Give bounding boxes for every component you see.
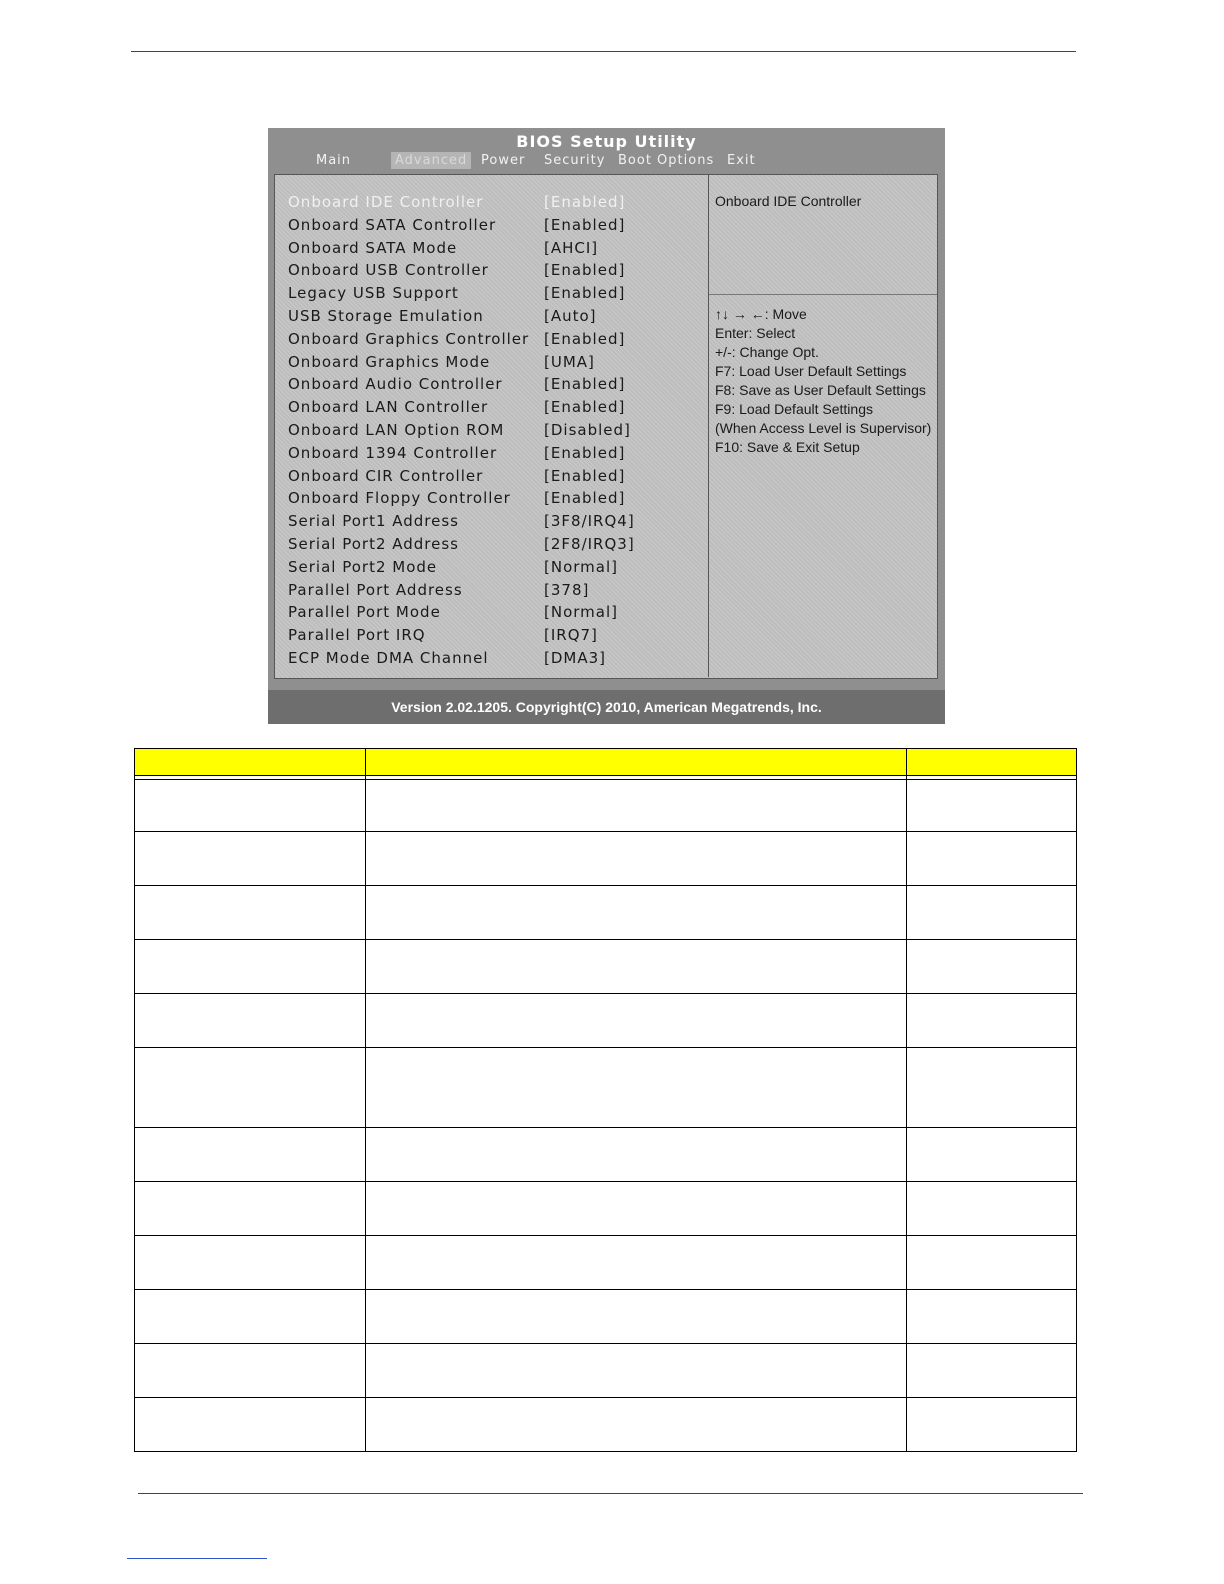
table-cell [907,1344,1077,1398]
setting-legacy-usb-support[interactable] [288,284,708,306]
panel-divider [708,175,709,677]
setting-onboard-audio-controller[interactable] [288,375,708,397]
setting-label: USB Storage Emulation [288,307,484,325]
table-row [135,1236,1077,1290]
setting-value[interactable]: [Enabled] [544,375,626,394]
settings-table [134,748,1077,1452]
key-f8: F8: Save as User Default Settings [715,382,926,398]
table-row [135,1290,1077,1344]
table-cell [907,940,1077,994]
setting-label: Onboard Graphics Mode [288,352,491,371]
setting-label: Onboard CIR Controller [288,466,484,485]
key-f9: F9: Load Default Settings [715,401,873,417]
table-cell [907,1236,1077,1290]
key-move: ↑↓ → ←: Move [715,306,807,322]
setting-label: Onboard SATA Mode [288,238,458,257]
table-cell [907,1128,1077,1182]
setting-value[interactable]: [3F8/IRQ4] [544,512,635,531]
footer-link-underline[interactable] [127,1558,267,1559]
table-cell [135,1128,366,1182]
setting-label: Onboard LAN Controller [288,398,489,417]
table-cell [907,832,1077,886]
menu-security[interactable]: Security [544,153,606,168]
table-row [135,994,1077,1048]
setting-value[interactable]: [Enabled] [544,443,626,462]
table-header-cell [365,749,906,776]
menu-exit[interactable]: Exit [727,153,756,168]
table-cell [907,780,1077,832]
setting-onboard-ide-controller[interactable] [288,193,708,215]
setting-onboard-lan-option-rom[interactable] [288,421,708,443]
key-f7: F7: Load User Default Settings [715,363,907,379]
key-change-opt: +/-: Change Opt. [715,344,819,360]
setting-onboard-cir-controller[interactable] [288,467,708,489]
setting-value[interactable]: [Auto] [544,307,597,325]
table-cell [365,832,906,886]
help-divider [709,294,937,295]
key-enter: Enter: Select [715,325,796,341]
setting-value[interactable]: [378] [544,580,590,599]
setting-serial-port2-address[interactable] [288,535,708,557]
table-cell [907,1398,1077,1452]
bios-version-text: Version 2.02.1205. Copyright(C) 2010, American Megatrends, Inc. [391,699,822,715]
setting-label: Parallel Port Mode [288,603,441,622]
menu-main[interactable]: Main [316,153,352,168]
setting-label: Onboard SATA Controller [288,215,497,234]
key-supervisor-note: (When Access Level is Supervisor) [715,420,932,436]
table-cell [135,1398,366,1452]
setting-label: Onboard 1394 Controller [288,443,498,462]
setting-label: Serial Port1 Address [288,512,459,531]
table-header-cell [135,749,366,776]
table-row [135,1398,1077,1452]
table-cell [907,1048,1077,1128]
setting-serial-port2-mode[interactable] [288,558,708,580]
bios-title: BIOS Setup Utility [516,132,697,151]
bottom-rule [138,1493,1083,1494]
setting-parallel-port-mode[interactable] [288,603,708,625]
setting-parallel-port-irq[interactable] [288,626,708,648]
table-cell [365,1128,906,1182]
setting-label: Serial Port2 Mode [288,557,438,576]
table-cell [135,940,366,994]
top-rule [131,51,1076,52]
setting-value[interactable]: [AHCI] [544,238,599,257]
setting-value[interactable]: [UMA] [544,352,595,371]
menu-advanced[interactable]: Advanced [391,152,471,169]
table-cell [135,1344,366,1398]
bios-footer [268,690,945,724]
key-legend [715,305,930,457]
setting-label: Parallel Port Address [288,580,463,599]
table-header-cell [907,749,1077,776]
setting-label: Onboard IDE Controller [288,193,484,211]
bios-menubar [268,152,945,170]
setting-value[interactable]: [Enabled] [544,284,626,303]
table-cell [907,994,1077,1048]
setting-value[interactable]: [2F8/IRQ3] [544,535,635,553]
table-cell [135,994,366,1048]
table-cell [365,886,906,940]
table-cell [365,994,906,1048]
setting-serial-port1-address[interactable] [288,512,708,534]
table-cell [365,1398,906,1452]
table-cell [365,780,906,832]
table-row [135,1344,1077,1398]
setting-label: Onboard Floppy Controller [288,489,511,508]
setting-label: Onboard Audio Controller [288,375,503,394]
table-cell [365,1290,906,1344]
setting-onboard-sata-mode[interactable] [288,239,708,261]
table-cell [135,780,366,832]
item-help-text: Onboard IDE Controller [715,193,862,209]
setting-onboard-graphics-controller[interactable] [288,330,708,352]
setting-value[interactable]: [IRQ7] [544,626,598,645]
table-cell [365,1344,906,1398]
setting-label: Onboard Graphics Controller [288,329,530,348]
table-row [135,1182,1077,1236]
setting-onboard-floppy-controller[interactable] [288,489,708,511]
setting-value[interactable]: [Normal] [544,557,618,576]
table-row [135,780,1077,832]
table-row [135,1048,1077,1128]
setting-onboard-lan-controller[interactable] [288,398,708,420]
setting-value[interactable]: [Enabled] [544,329,626,348]
table-cell [907,1290,1077,1344]
setting-label: Parallel Port IRQ [288,626,426,645]
setting-value[interactable]: [Normal] [544,603,618,622]
table-row [135,1128,1077,1182]
key-f10: F10: Save & Exit Setup [715,439,860,455]
setting-label: Onboard LAN Option ROM [288,421,505,439]
menu-boot-options[interactable]: Boot Options [618,153,715,168]
setting-value[interactable]: [Enabled] [544,261,626,280]
table-header-row [135,749,1077,776]
table-row [135,886,1077,940]
setting-value[interactable]: [Enabled] [544,466,626,485]
setting-value[interactable]: [DMA3] [544,649,607,667]
table-row [135,832,1077,886]
setting-value[interactable]: [Enabled] [544,193,626,211]
table-cell [907,886,1077,940]
table-cell [135,1048,366,1128]
setting-onboard-graphics-mode[interactable] [288,353,708,375]
table-cell [135,832,366,886]
setting-onboard-sata-controller[interactable] [288,216,708,238]
setting-label: Onboard USB Controller [288,261,489,280]
setting-value[interactable]: [Enabled] [544,489,626,508]
setting-label: ECP Mode DMA Channel [288,649,489,667]
setting-value[interactable]: [Enabled] [544,398,626,417]
table-cell [365,1182,906,1236]
table-cell [365,1236,906,1290]
table-cell [365,1048,906,1128]
setting-parallel-port-address[interactable] [288,581,708,603]
table-cell [135,1236,366,1290]
table-cell [135,1182,366,1236]
table-cell [907,1182,1077,1236]
setting-usb-storage-emulation[interactable] [288,307,708,329]
table-cell [135,1290,366,1344]
table-cell [365,940,906,994]
bios-screenshot [268,128,945,724]
table-row [135,940,1077,994]
setting-ecp-mode-dma-channel[interactable] [288,649,708,671]
setting-value[interactable]: [Disabled] [544,421,631,439]
menu-power[interactable]: Power [481,153,526,168]
setting-onboard-usb-controller[interactable] [288,261,708,283]
setting-label: Serial Port2 Address [288,535,459,553]
table-cell [135,886,366,940]
setting-value[interactable]: [Enabled] [544,215,626,234]
setting-onboard-1394-controller[interactable] [288,444,708,466]
setting-label: Legacy USB Support [288,284,459,303]
